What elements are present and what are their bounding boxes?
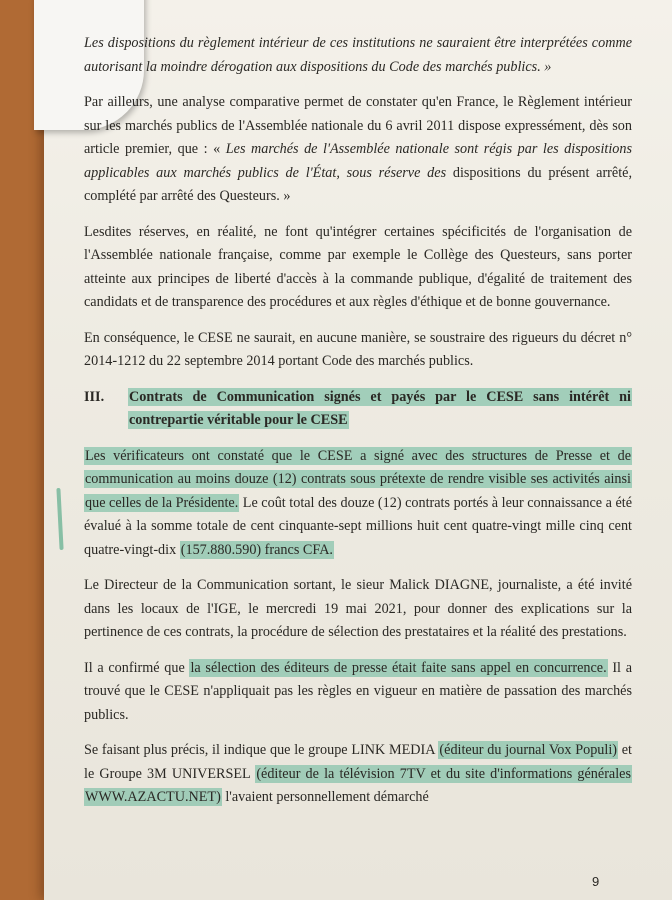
- paragraph-text: Il a trouvé que le CESE n'appliquait pas les règles en vigueur en matière de passation des marchés publics.: [84, 659, 633, 723]
- page-number: 9: [592, 874, 600, 889]
- paragraph-contracts: [84, 445, 632, 563]
- paragraph-text: Il a confirmé que: [84, 659, 190, 676]
- highlighted-amount: (157.880.590) francs CFA.: [180, 541, 333, 558]
- paragraph-text: dispositions du présent arrêté, complété par arrêté des Questeurs. »: [84, 164, 632, 204]
- paragraph-text: l'avaient personnellement démarché: [221, 789, 429, 805]
- section-title: Contrats de Communication signés et payés par le CESE sans intérêt ni contrepartie véritable pour le CESE: [129, 388, 631, 428]
- document-body: [84, 32, 632, 822]
- highlighted-text: la sélection des éditeurs de presse était faite sans appel en concurrence.: [190, 659, 607, 676]
- margin-highlight-mark: [56, 488, 63, 550]
- paragraph-consequence: En conséquence, le CESE ne saurait, en aucune manière, se soustraire des rigueurs du décret n° 2014-1212 du 22 septembre 2014 portant Code des marchés publics.: [84, 329, 632, 369]
- paragraph-quote-end: Les dispositions du règlement intérieur de ces institutions ne sauraient être interprétées comme autorisant la moindre dérogation aux dispositions du Code des marchés publics. »: [84, 35, 632, 75]
- highlighted-text: Les vérificateurs ont constaté que le CESE a signé avec des structures de Presse et de communication au moins douze (12) contrats sous prétexte de rendre visible ses activités ainsi que celles de la Présidente.: [85, 447, 631, 511]
- paragraph-text: et le Groupe 3M UNIVERSEL: [84, 742, 632, 782]
- section-heading: [84, 386, 632, 433]
- section-number: III.: [84, 388, 105, 405]
- paragraph-comparative-analysis: [84, 91, 632, 209]
- paragraph-text: Par ailleurs, une analyse comparative permet de constater qu'en France, le Règlement intérieur sur les marchés publics de l'Assemblée nationale du 6 avril 2011 dispose expressément, dès son article premier, que : «: [84, 94, 632, 157]
- paragraph-text: Se faisant plus précis, il indique que le groupe LINK MEDIA: [84, 742, 439, 758]
- paragraph-reserves: Lesdites réserves, en réalité, ne font qu'intégrer certaines spécificités de l'organisation de l'Assemblée nationale française, comme par exemple le Collège des Questeurs, sans porter atteinte aux principes de liberté d'accès à la commande publique, d'égalité de traitement des candidats et de transparence des procédures et aux règles d'éthique et de bonne gouvernance.: [84, 223, 632, 310]
- paragraph-confirmation: [84, 657, 632, 728]
- paragraph-media-groups: [84, 739, 632, 810]
- paragraph-text: Le coût total des douze (12) contrats portés à leur connaissance a été évalué à la somme totale de cent cinquante-sept millions huit cent quatre-vingt mille cinq cent quatre-vingt-dix: [84, 494, 633, 558]
- highlighted-text: (éditeur de la télévision 7TV et du site d'informations générales WWW.AZACTU.NET): [85, 765, 631, 805]
- quote-text: Les marchés de l'Assemblée nationale sont régis par les dispositions applicables aux marchés publics de l'État, sous réserve des: [84, 141, 632, 181]
- document-page: [44, 0, 672, 900]
- paragraph-director: Le Directeur de la Communication sortant, le sieur Malick DIAGNE, journaliste, a été invité dans les locaux de l'IGE, le mercredi 19 mai 2021, pour donner des explications sur la pertinence de ces contrats, la procédure de sélection des prestataires et la réalité des prestations.: [84, 577, 632, 640]
- highlighted-text: (éditeur du journal Vox Populi): [439, 742, 618, 758]
